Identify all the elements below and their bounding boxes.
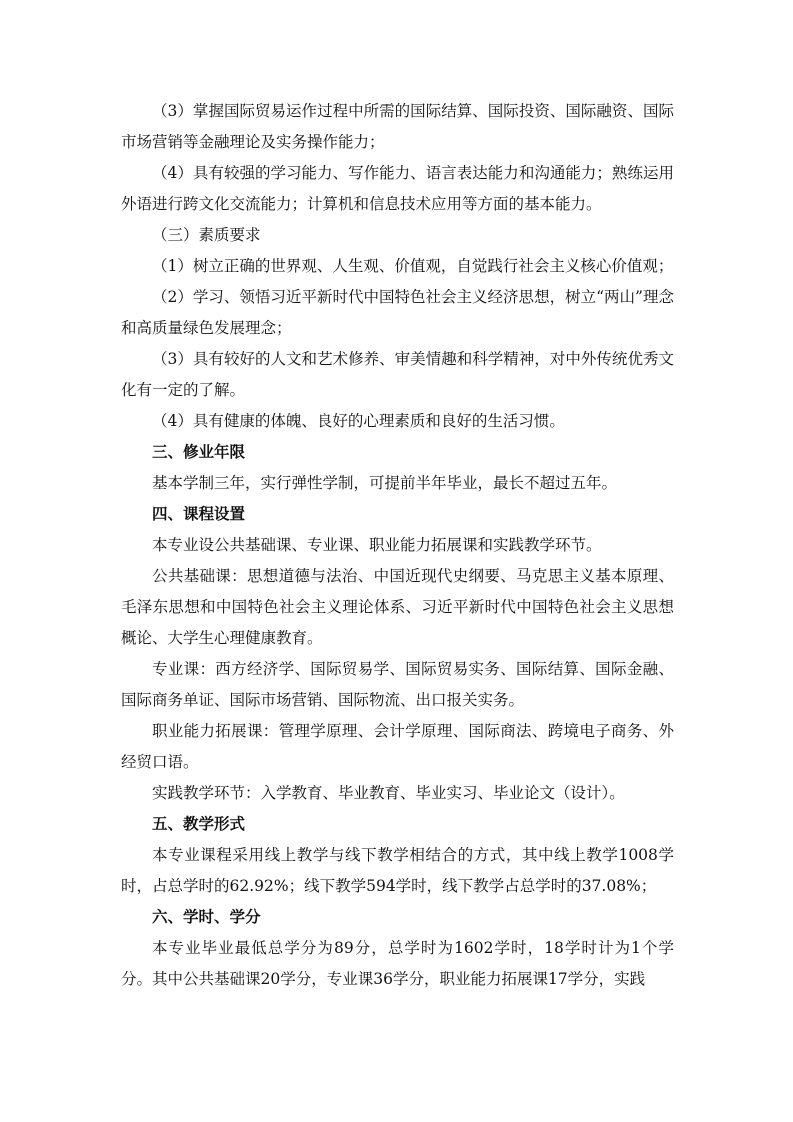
paragraph-study-years: 基本学制三年，实行弹性学制，可提前半年毕业，最长不超过五年。: [152, 474, 618, 492]
paragraph-teaching-form: 本专业课程采用线上教学与线下教学相结合的方式，其中线上教学1008学时，占总学时的62.92%；线下教学594学时，线下教学占总学时的37.08%；: [121, 846, 674, 895]
paragraph-hours-credits: 本专业毕业最低总学分为89分，总学时为1602学时，18学时计为1个学分。其中公共基础课20学分，专业课36学分，职业能力拓展课17学分，实践: [121, 939, 674, 988]
paragraph-ability-3: （3）掌握国际贸易运作过程中所需的国际结算、国际投资、国际融资、国际市场营销等金融理论及实务操作能力；: [121, 102, 674, 151]
heading-curriculum: 四、课程设置: [152, 505, 246, 523]
paragraph-quality-3: （3）具有较好的人文和艺术修养、审美情趣和科学精神，对中外传统优秀文化有一定的了解。: [121, 350, 674, 399]
heading-study-years: 三、修业年限: [152, 443, 246, 461]
paragraph-quality-4: （4）具有健康的体魄、良好的心理素质和良好的生活习惯。: [152, 412, 565, 430]
heading-teaching-form: 五、教学形式: [152, 815, 246, 833]
paragraph-practice: 实践教学环节：入学教育、毕业教育、毕业实习、毕业论文（设计）。: [152, 784, 625, 802]
paragraph-quality-2: （2）学习、领悟习近平新时代中国特色社会主义经济思想，树立“两山”理念和高质量绿色发展理念；: [121, 288, 674, 337]
paragraph-curriculum-intro: 本专业设公共基础课、专业课、职业能力拓展课和实践教学环节。: [152, 536, 602, 554]
paragraph-public-courses: 公共基础课：思想道德与法治、中国近现代史纲要、马克思主义基本原理、毛泽东思想和中国特色社会主义理论体系、习近平新时代中国特色社会主义思想概论、大学生心理健康教育。: [121, 567, 674, 647]
heading-hours-credits: 六、学时、学分: [152, 908, 261, 926]
subheading-quality-requirements: （三）素质要求: [152, 226, 261, 244]
paragraph-quality-1: （1）树立正确的世界观、人生观、价值观，自觉践行社会主义核心价值观；: [152, 257, 674, 275]
paragraph-ability-4: （4）具有较强的学习能力、写作能力、语言表达能力和沟通能力；熟练运用外语进行跨文化交流能力；计算机和信息技术应用等方面的基本能力。: [121, 164, 674, 213]
paragraph-major-courses: 专业课：西方经济学、国际贸易学、国际贸易实务、国际结算、国际金融、国际商务单证、国际市场营销、国际物流、出口报关实务。: [121, 660, 674, 709]
paragraph-extension-courses: 职业能力拓展课：管理学原理、会计学原理、国际商法、跨境电子商务、外经贸口语。: [121, 722, 674, 771]
document-body: [121, 96, 674, 995]
